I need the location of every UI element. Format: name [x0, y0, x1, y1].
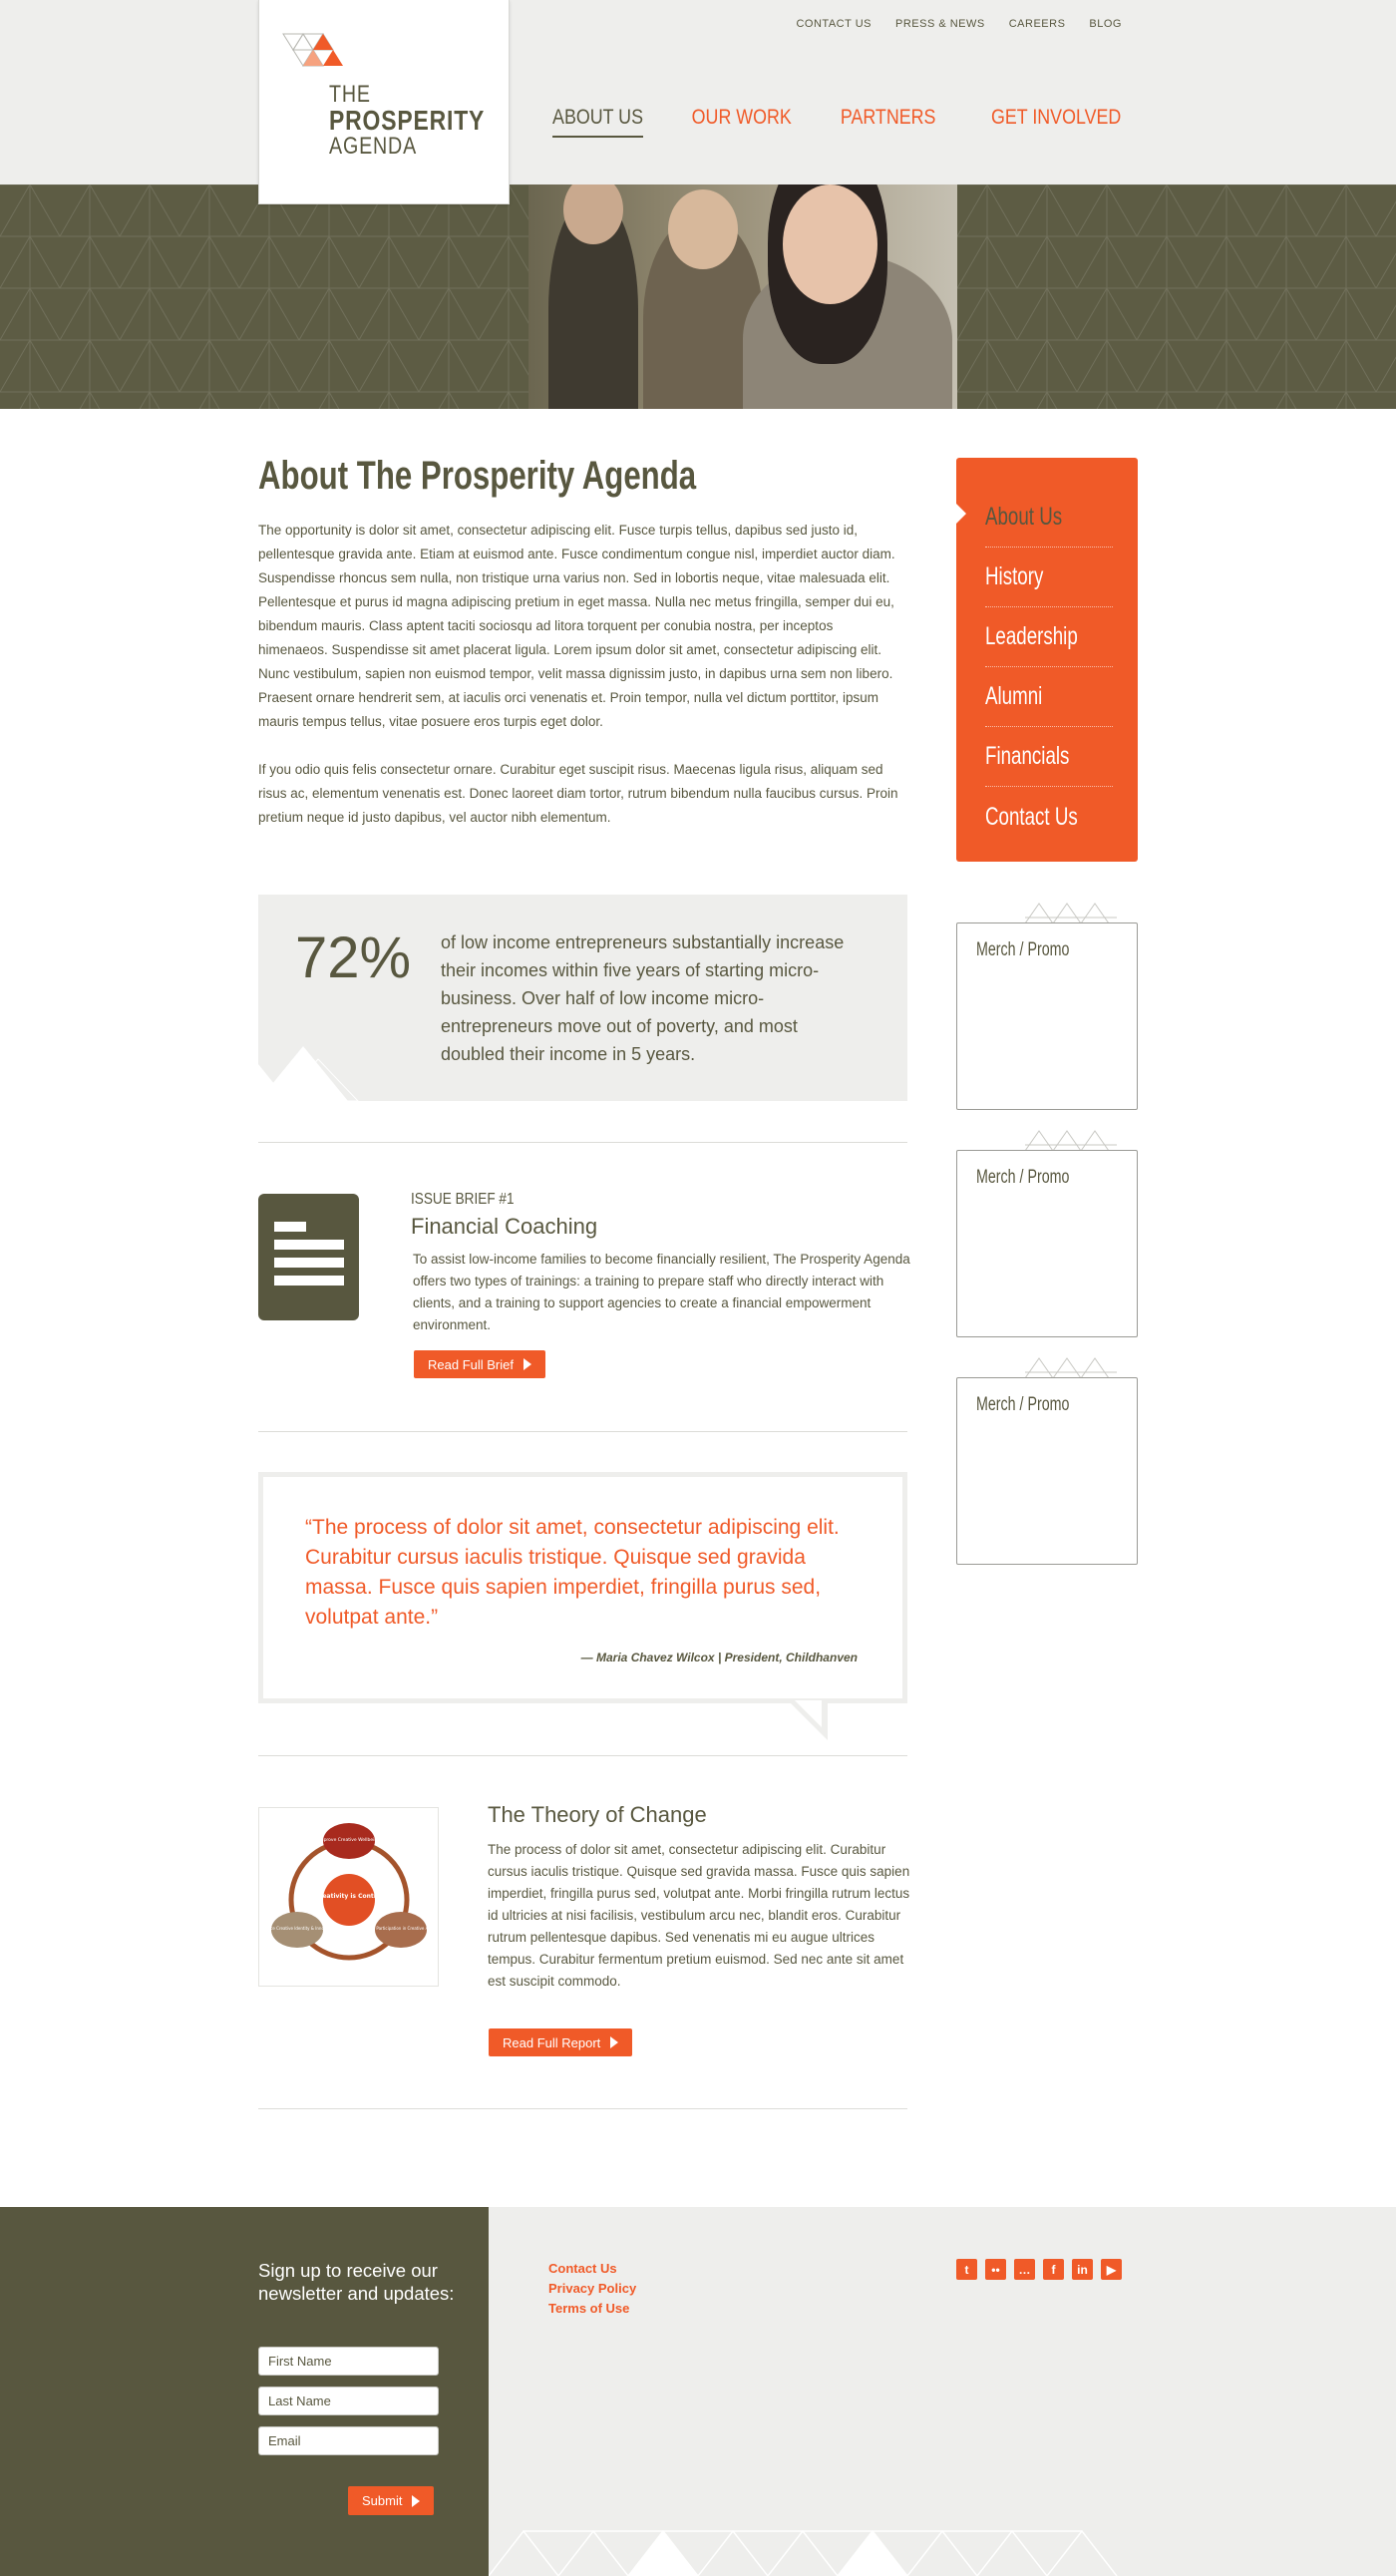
logo-wordmark — [329, 82, 519, 160]
utility-nav-contact[interactable]: CONTACT US — [796, 18, 872, 30]
subnav-item-alumni[interactable] — [985, 667, 1113, 727]
logo-line-the: THE — [329, 81, 371, 108]
subnav-item-history[interactable] — [985, 548, 1113, 607]
site-header — [0, 0, 1396, 184]
intro-paragraph-1: The opportunity is dolor sit amet, consectetur adipiscing elit. Fusce turpis tellus, dapibus sed justo id, pellentesque gravida ante. Etiam at euismod ante. Fusce condimentum congue nisl, imperdiet auctor diam. Suspendisse rhoncus sem nulla, non tristique urna varius non. Sed in lobortis neque, vitae malesuada elit. Pellentesque et purus id magna adipiscing pretium in eget massa. Nulla nec metus fringilla, semper dui eu, bibendum mauris. Class aptent taciti sociosqu ad litora torquent per conubia nostra, per inceptos himenaeos. Suspendisse sit amet placerat ligula. Lorem ipsum dolor sit amet, consectetur adipiscing elit. Nunc vestibulum, sapien non euismod tempor, velit massa dignissim justo, in dapibus urna sem non libero. Praesent ornare hendrerit sem, at iaculis orci venenatis et. Proin tempor, nulla vel dictum porttitor, ipsum mauris tempus tellus, vitae posuere eros turpis eget dolor. — [258, 523, 895, 729]
promo-box[interactable] — [956, 1377, 1138, 1565]
footer-links — [548, 2259, 636, 2319]
main-nav — [536, 106, 1121, 138]
promo-label: Merch / Promo — [976, 939, 1070, 960]
promo-label: Merch / Promo — [976, 1394, 1070, 1415]
subnav-item-contact[interactable] — [985, 787, 1113, 847]
subnav-label: About Us — [985, 503, 1063, 531]
footer-link-terms[interactable]: Terms of Use — [548, 2301, 630, 2316]
brief-title: Financial Coaching — [411, 1214, 598, 1239]
subnav-label: Financials — [985, 742, 1070, 770]
brief-kicker: ISSUE BRIEF #1 — [411, 1191, 515, 1208]
site-logo[interactable] — [258, 0, 510, 204]
utility-nav-careers[interactable]: CAREERS — [1008, 18, 1066, 30]
read-full-brief-label: Read Full Brief — [428, 1356, 514, 1372]
triangle-decoration — [1025, 1354, 1117, 1378]
diagram-center-label: Creativity is Control — [315, 1893, 383, 1900]
youtube-icon[interactable]: ▶ — [1101, 2259, 1122, 2280]
footer-link-contact[interactable]: Contact Us — [548, 2261, 617, 2276]
section-divider — [258, 1142, 907, 1143]
speech-bubble-tail — [788, 1700, 868, 1742]
utility-nav-press[interactable]: PRESS & NEWS — [894, 18, 985, 30]
section-subnav — [956, 458, 1138, 862]
promo-label: Merch / Promo — [976, 1167, 1070, 1188]
intro-text — [258, 519, 899, 854]
triangle-decoration — [258, 1034, 378, 1101]
linkedin-icon[interactable]: in — [1072, 2259, 1093, 2280]
subnav-item-financials[interactable] — [985, 727, 1113, 787]
email-field[interactable] — [258, 2426, 439, 2455]
newsletter-heading: Sign up to receive our newsletter and updates: — [258, 2260, 455, 2304]
footer-triangle-pattern — [489, 2511, 1147, 2576]
document-icon — [258, 1194, 359, 1320]
utility-nav — [796, 18, 1122, 30]
main-nav-about[interactable]: ABOUT US — [552, 106, 643, 138]
chat-icon[interactable]: … — [1014, 2259, 1035, 2280]
main-nav-work[interactable]: OUR WORK — [692, 106, 793, 129]
promo-box[interactable] — [956, 922, 1138, 1110]
page-title: About The Prosperity Agenda — [258, 454, 697, 498]
subnav-item-about[interactable] — [985, 488, 1113, 548]
last-name-field[interactable] — [258, 2387, 439, 2415]
theory-of-change-diagram — [258, 1807, 439, 1987]
section-divider — [258, 2108, 907, 2109]
social-links — [956, 2259, 1122, 2280]
subnav-label: Alumni — [985, 682, 1043, 710]
active-indicator — [954, 502, 966, 526]
triangle-decoration — [1025, 1127, 1117, 1151]
play-arrow-icon — [524, 1358, 531, 1370]
newsletter-panel — [0, 2207, 489, 2576]
logo-line-prosperity: PROSPERITY — [329, 105, 486, 136]
section-divider — [258, 1431, 907, 1432]
first-name-field[interactable] — [258, 2347, 439, 2376]
theory-title: The Theory of Change — [488, 1802, 707, 1827]
logo-mark-icon — [281, 30, 353, 78]
quote-text: “The process of dolor sit amet, consectetur adipiscing elit. Curabitur cursus iaculis tristique. Quisque sed gravida massa. Fusce quis sapien imperdiet, fringilla purus sed, volutpat ante.” — [305, 1516, 840, 1629]
logo-line-agenda: AGENDA — [329, 133, 418, 160]
testimonial-quote — [258, 1472, 907, 1703]
diagram-right-label: Increase Participation in Creative Activities — [358, 1926, 438, 1931]
stat-number: 72% — [295, 925, 412, 990]
intro-paragraph-2: If you odio quis felis consectetur ornare. Curabitur eget suscipit risus. Maecenas ligula risus, aliquam sed risus ac, elementum venenatis est. Donec laoreet diam tortor, rutrum bibendum nulla faucibus cursus. Proin pretium neque id justo dapibus, vel auctor nibh elementum. — [258, 762, 898, 825]
main-nav-involved[interactable]: GET INVOLVED — [990, 106, 1121, 129]
brief-text: To assist low-income families to become financially resilient, The Prosperity Agenda offers two types of trainings: a training to prepare staff who directly interact with clients, and a training to support agencies to create a financial empowerment environment. — [413, 1252, 910, 1332]
submit-button[interactable] — [348, 2486, 434, 2515]
footer-link-privacy[interactable]: Privacy Policy — [548, 2281, 637, 2296]
diagram-top-label: Improve Creative Wellbeing — [317, 1838, 381, 1843]
flickr-icon[interactable]: •• — [985, 2259, 1006, 2280]
read-full-brief-button[interactable] — [414, 1350, 545, 1378]
read-full-report-button[interactable] — [489, 2028, 632, 2056]
read-full-report-label: Read Full Report — [503, 2034, 601, 2050]
theory-text: The process of dolor sit amet, consectetur adipiscing elit. Curabitur cursus iaculis tristique. Quisque sed gravida massa. Fusce quis sapien imperdiet, fringilla purus sed, volutpat ante. Morbi fringilla rutrum lectus id ultricies at nisi facilisis, vestibulum arcu nec, blandit eros. Curabitur rutrum pellentesque dapibus. Sed venenatis mi eu augue ultrices tempus. Curabitur fermentum pretium euismod. Sed nec ante sit amet est suscipit commodo. — [488, 1842, 910, 1989]
promo-box[interactable] — [956, 1150, 1138, 1337]
stat-callout — [258, 895, 907, 1101]
facebook-icon[interactable]: f — [1043, 2259, 1064, 2280]
stat-text: of low income entrepreneurs substantially increase their incomes within five years of starting micro-business. Over half of low income micro-entrepreneurs move out of poverty, and most doubled their income in 5 years. — [441, 932, 845, 1064]
quote-attribution: — Maria Chavez Wilcox | President, Childhanven — [580, 1651, 858, 1664]
site-footer — [0, 2207, 1396, 2576]
subnav-label: Leadership — [985, 622, 1078, 650]
subnav-label: Contact Us — [985, 802, 1078, 831]
diagram-left-label: Enhance Creative Identity & Innovation — [259, 1926, 337, 1931]
subnav-label: History — [985, 562, 1044, 590]
subnav-item-leadership[interactable] — [985, 607, 1113, 667]
play-arrow-icon — [610, 2036, 618, 2048]
twitter-icon[interactable]: t — [956, 2259, 977, 2280]
cycle-diagram — [259, 1808, 438, 1986]
hero-photo — [528, 184, 957, 409]
utility-nav-blog[interactable]: BLOG — [1089, 18, 1122, 30]
hero-banner — [0, 184, 1396, 409]
main-nav-partners[interactable]: PARTNERS — [841, 106, 936, 129]
triangle-decoration — [1025, 900, 1117, 923]
section-divider — [258, 1755, 907, 1756]
submit-label: Submit — [362, 2493, 403, 2508]
play-arrow-icon — [412, 2495, 420, 2507]
